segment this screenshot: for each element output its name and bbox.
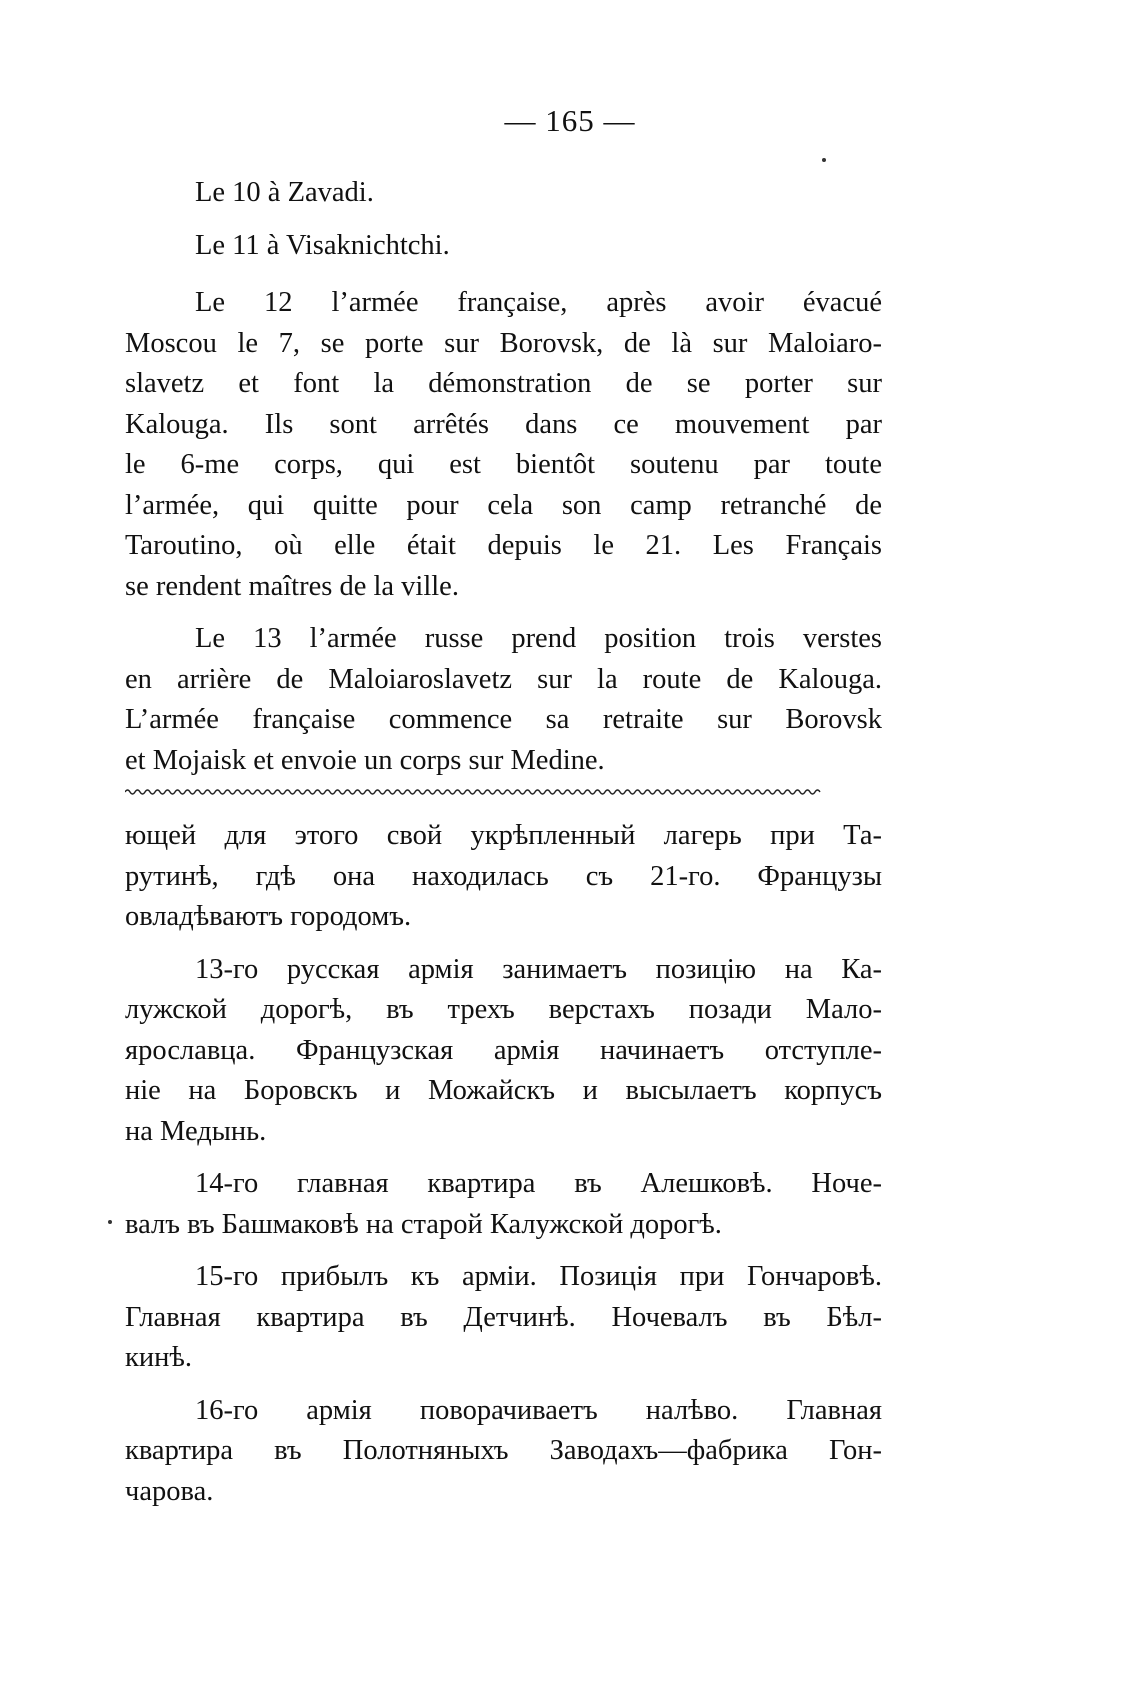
text-line: 14-го главная квартира въ Алешковѣ. Ноче- (195, 1168, 882, 1199)
russian-continuation (125, 816, 882, 938)
text-line: овладѣваютъ городомъ. (125, 901, 412, 932)
text-line: ярославца. Французская армія начинаетъ отступле- (125, 1034, 882, 1066)
french-entry-10 (125, 173, 882, 214)
text-line: чарова. (125, 1475, 214, 1507)
text-line: квартира въ Полотняныхъ Заводахъ—фабрика Гон- (125, 1435, 882, 1466)
french-entry-12 (125, 283, 882, 607)
text-line: кинѣ. (125, 1342, 192, 1373)
wavy-divider-line (125, 790, 820, 794)
text-line: Le 12 l’armée française, après avoir évacué (195, 287, 882, 318)
print-speck (108, 1220, 112, 1224)
text-line: et Mojaisk et envoie un corps sur Medine. (125, 744, 605, 776)
text-line: se rendent maîtres de la ville. (125, 570, 459, 602)
text-line: en arrière de Maloiaroslavetz sur la route de Kalouga. (125, 663, 882, 695)
russian-entry-14 (125, 1164, 882, 1245)
text-line: на Медынь. (125, 1115, 267, 1147)
russian-entry-13 (125, 950, 882, 1153)
text-line: ющей для этого свой укрѣпленный лагерь при Та- (125, 820, 882, 851)
text-line: L’armée française commence sa retraite sur Borovsk (125, 704, 882, 735)
text-line: l’armée, qui quitte pour cela son camp retranché de (125, 489, 882, 521)
text-line: Le 10 à Zavadi. (195, 177, 374, 208)
wavy-divider (125, 786, 885, 798)
text-line: Главная квартира въ Детчинѣ. Ночевалъ въ Бѣл- (125, 1301, 882, 1333)
text-line: Kalouga. Ils sont arrêtés dans ce mouvement par (125, 408, 882, 440)
text-line: Moscou le 7, se porte sur Borovsk, de là sur Maloiaro- (125, 327, 882, 359)
french-text-block (125, 173, 882, 781)
print-speck (822, 158, 826, 162)
text-line: 15-го прибылъ къ арміи. Позиція при Гончаровѣ. (195, 1261, 882, 1292)
russian-entry-15 (125, 1257, 882, 1379)
text-line: 13-го русская армія занимаетъ позицію на Ка- (195, 953, 882, 985)
french-entry-13 (125, 619, 882, 781)
text-line: le 6-me corps, qui est bientôt soutenu par toute (125, 449, 882, 480)
page-number: — 165 — (504, 103, 636, 138)
text-line: валъ въ Башмаковѣ на старой Калужской дорогѣ. (125, 1208, 722, 1240)
text-line: Le 11 à Visaknichtchi. (195, 229, 450, 261)
text-line: Le 13 l’armée russe prend position trois verstes (195, 623, 882, 654)
russian-text-block (125, 816, 882, 1512)
french-entry-11 (125, 226, 882, 267)
text-line: slavetz et font la démonstration de se porter sur (125, 368, 882, 399)
text-line: лужской дорогѣ, въ трехъ верстахъ позади Мало- (125, 994, 882, 1025)
text-line: рутинѣ, гдѣ она находилась съ 21-го. Французы (125, 860, 882, 892)
text-line: Taroutino, où elle était depuis le 21. Les Français (125, 530, 882, 561)
russian-entry-16 (125, 1391, 882, 1513)
text-line: 16-го армія поворачиваетъ налѣво. Главная (195, 1394, 882, 1426)
text-line: ніе на Боровскъ и Можайскъ и высылаетъ корпусъ (125, 1075, 882, 1106)
